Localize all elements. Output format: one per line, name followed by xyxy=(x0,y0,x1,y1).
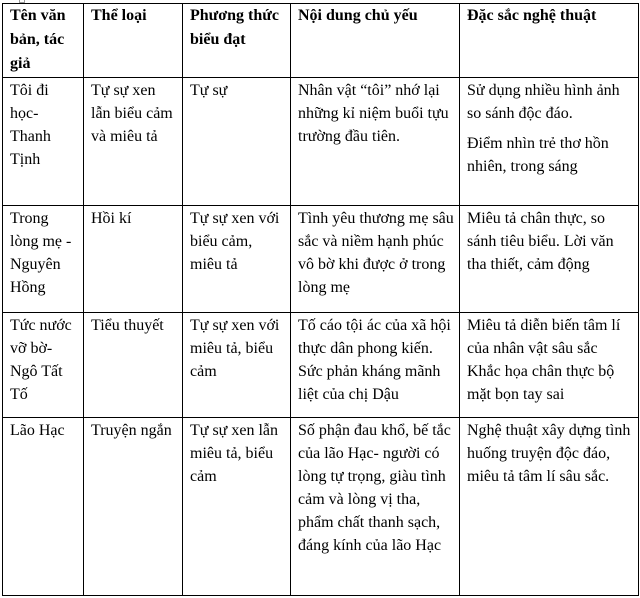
table-header-row xyxy=(3,4,639,78)
cell-title-author xyxy=(3,313,84,418)
cell-content xyxy=(291,418,460,596)
cell-paragraph: Điểm nhìn trẻ thơ hồn nhiên, trong sáng xyxy=(467,135,609,175)
cell-art xyxy=(460,418,639,596)
table-row xyxy=(3,313,639,418)
cell-text: Truyện ngắn xyxy=(91,422,172,439)
cell-art xyxy=(460,78,639,206)
cell-text: Trong lòng mẹ - Nguyên Hồng xyxy=(10,210,72,296)
cell-paragraph: Nghệ thuật xây dựng tình huống truyện độc đáo, miêu tả tâm lí sâu sắc. xyxy=(467,422,631,485)
cell-mode xyxy=(183,313,291,418)
header-label: Tên văn bản, tác giả xyxy=(10,7,66,72)
cell-art xyxy=(460,206,639,313)
cell-paragraph: Miêu tả diễn biến tâm lí của nhân vật sâu sắc Khắc họa chân thực bộ mặt bọn tay sai xyxy=(467,317,621,403)
literature-summary-table xyxy=(2,3,639,596)
header-label: Nội dung chủ yếu xyxy=(298,7,418,24)
cell-title-author xyxy=(3,206,84,313)
cell-text: Số phận đau khổ, bế tắc của lão Hạc- người có lòng tự trọng, giàu tình cảm và lòng vị tha, phẩm chất thanh sạch, đáng kính của lão Hạc xyxy=(298,422,451,554)
cell-text: Lão Hạc xyxy=(10,422,65,439)
cell-content xyxy=(291,313,460,418)
table-row xyxy=(3,418,639,596)
cell-mode xyxy=(183,206,291,313)
cell-text: Hồi kí xyxy=(91,210,132,227)
table-row xyxy=(3,78,639,206)
cell-text: Tự sự xen lẫn biểu cảm và miêu tả xyxy=(91,82,173,145)
cell-text: Tôi đi học- Thanh Tịnh xyxy=(10,82,51,168)
cell-genre xyxy=(84,418,183,596)
cell-paragraph: Miêu tả chân thực, so sánh tiêu biểu. Lời văn tha thiết, cảm động xyxy=(467,210,614,273)
cell-genre xyxy=(84,206,183,313)
cell-content xyxy=(291,78,460,206)
header-genre xyxy=(84,4,183,78)
cell-content xyxy=(291,206,460,313)
header-label: Đặc sắc nghệ thuật xyxy=(467,7,597,24)
cell-title-author xyxy=(3,78,84,206)
header-content xyxy=(291,4,460,78)
cell-title-author xyxy=(3,418,84,596)
cell-art xyxy=(460,313,639,418)
cell-text: Tự sự xen với biểu cảm, miêu tả xyxy=(190,210,280,273)
table-row xyxy=(3,206,639,313)
cell-text: Tự sự xen lẫn miêu tả, biểu cảm xyxy=(190,422,278,485)
cell-text: Tố cáo tội ác của xã hội thực dân phong kiến. Sức phản kháng mãnh liệt của chị Dậu xyxy=(298,317,451,403)
header-label: Phương thức biểu đạt xyxy=(190,7,279,48)
cell-text: Nhân vật “tôi” nhớ lại những kỉ niệm buổi tựu trường đầu tiên. xyxy=(298,82,449,145)
header-label: Thể loại xyxy=(91,7,147,24)
cell-genre xyxy=(84,78,183,206)
cell-text: Tự sự xen với miêu tả, biểu cảm xyxy=(190,317,280,380)
header-art xyxy=(460,4,639,78)
cell-mode xyxy=(183,78,291,206)
cell-text: Tình yêu thương mẹ sâu sắc và niềm hạnh phúc vô bờ khi được ở trong lòng mẹ xyxy=(298,210,454,296)
cell-text: Tiểu thuyết xyxy=(91,317,164,334)
header-mode xyxy=(183,4,291,78)
cell-text: Tự sự xyxy=(190,82,228,99)
cell-paragraph: Sử dụng nhiều hình ảnh so sánh độc đáo. xyxy=(467,82,620,122)
cell-genre xyxy=(84,313,183,418)
header-title-author xyxy=(3,4,84,78)
cell-text: Tức nước vỡ bờ- Ngô Tất Tố xyxy=(10,317,72,403)
cell-mode xyxy=(183,418,291,596)
